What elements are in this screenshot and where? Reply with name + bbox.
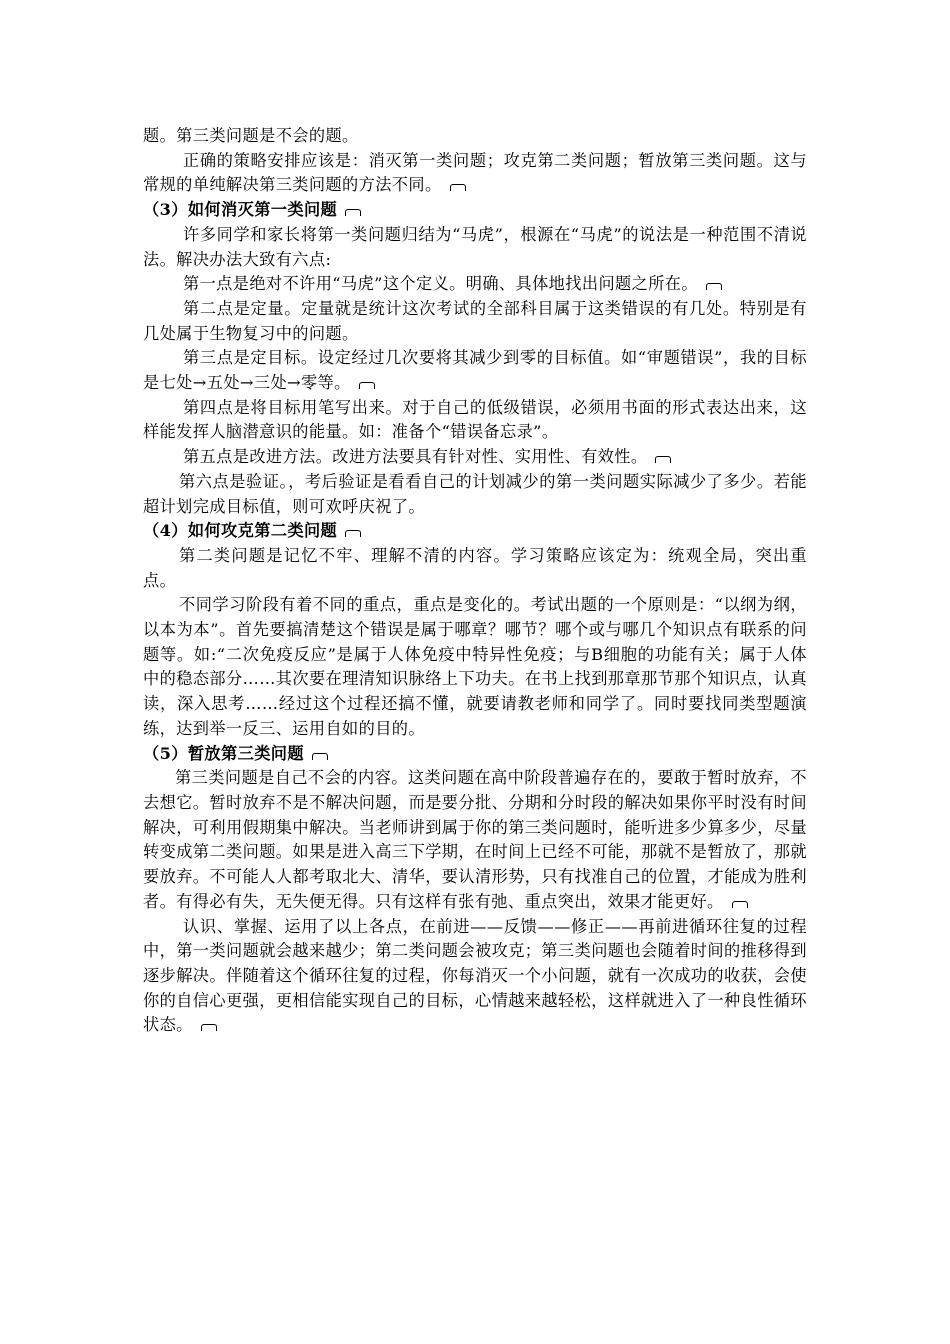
paragraph-text: 不同学习阶段有着不同的重点，重点是变化的。考试出题的一个原则是：“以纲为纲，以本为本”。首先要搞清楚这个错误是属于哪章？哪节？哪个或与哪几个知识点有联系的问题等。如:“二次免疫反应”是属于人体免疫中特异性免疫；与B细胞的功能有关；属于人体中的稳态部分……其次要在理清知识脉络上下功夫。在书上找到那章那节那个知识点，认真读，深入思考……经过这个过程还搞不懂，就要请教老师和同学了。同时要找同类型题演练，达到举一反三、运用自如的目的。 bbox=[143, 595, 807, 738]
paragraph bbox=[143, 272, 807, 297]
paragraph-mark-icon bbox=[312, 753, 328, 760]
paragraph bbox=[143, 223, 807, 272]
section-heading bbox=[143, 742, 807, 767]
heading-text: （4）如何攻克第二类问题 bbox=[143, 521, 338, 541]
paragraph bbox=[143, 766, 807, 914]
paragraph bbox=[143, 149, 807, 198]
paragraph-mark-icon bbox=[450, 184, 466, 191]
paragraph-text: 第二类问题是记忆不牢、理解不清的内容。学习策略应该定为：统观全局，突出重点。 bbox=[143, 545, 807, 590]
paragraph bbox=[143, 593, 807, 741]
heading-text: （5）暂放第三类问题 bbox=[143, 743, 304, 763]
paragraph-mark-icon bbox=[345, 209, 361, 216]
paragraph-text: 认识、掌握、运用了以上各点，在前进——反馈——修正——再前进循环往复的过程中，第一类问题就会越来越少；第二类问题会被攻克；第三类问题也会随着时间的推移得到逐步解决。伴随着这个循环往复的过程，你每消灭一个小问题，就有一次成功的收获，会使你的自信心更强，更相信能实现自己的目标，心情越来越轻松，这样就进入了一种良性循环状态。 bbox=[143, 916, 807, 1035]
paragraph-text: 第五点是改进方法。改进方法要具有针对性、实用性、有效性。 bbox=[183, 447, 648, 467]
paragraph bbox=[143, 297, 807, 346]
paragraph-text: 正确的策略安排应该是：消灭第一类问题；攻克第二类问题；暂放第三类问题。这与常规的单纯解决第三类问题的方法不同。 bbox=[143, 150, 807, 195]
paragraph-mark-icon bbox=[655, 456, 671, 463]
paragraph-text: 第二点是定量。定量就是统计这次考试的全部科目属于这类错误的有几处。特别是有几处属于生物复习中的问题。 bbox=[143, 298, 807, 343]
paragraph-mark-icon bbox=[706, 283, 722, 290]
paragraph-text: 第四点是将目标用笔写出来。对于自己的低级错误，必须用书面的形式表达出来，这样能发挥人脑潜意识的能量。如：准备个“错误备忘录”。 bbox=[143, 397, 807, 442]
paragraph-mark-icon bbox=[201, 1024, 217, 1031]
paragraph bbox=[143, 346, 807, 395]
paragraph-mark-icon bbox=[359, 382, 375, 389]
section-heading bbox=[143, 519, 807, 544]
paragraph-text: 第三类问题是自己不会的内容。这类问题在高中阶段普遍存在的，要敢于暂时放弃，不去想它。暂时放弃不是不解决问题，而是要分批、分期和分时段的解决如果你平时没有时间解决，可利用假期集中解决。当老师讲到属于你的第三类问题时，能听进多少算多少，尽量转变成第二类问题。如果是进入高三下学期，在时间上已经不可能，那就不是暂放了，那就要放弃。不可能人人都考取北大、清华，要认清形势，只有找准自己的位置，才能成为胜利者。有得必有失，无失便无得。只有这样有张有弛、重点突出，效果才能更好。 bbox=[143, 768, 807, 911]
paragraph bbox=[143, 396, 807, 445]
paragraph bbox=[143, 445, 807, 470]
paragraph-text: 许多同学和家长将第一类问题归结为“马虎”，根源在“马虎”的说法是一种范围不清说法。解决办法大致有六点: bbox=[143, 224, 807, 269]
paragraph-mark-icon bbox=[345, 530, 361, 537]
paragraph bbox=[143, 544, 807, 593]
paragraph-text: 第三点是定目标。设定经过几次要将其减少到零的目标值。如“审题错误”，我的目标是七处→五处→三处→零等。 bbox=[143, 348, 807, 393]
document-page bbox=[143, 124, 807, 1038]
section-heading bbox=[143, 198, 807, 223]
paragraph-mark-icon bbox=[732, 901, 748, 908]
paragraph bbox=[143, 915, 807, 1039]
heading-text: （3）如何消灭第一类问题 bbox=[143, 200, 338, 220]
paragraph bbox=[143, 124, 807, 149]
paragraph-text: 第六点是验证。，考后验证是看看自己的计划减少的第一类问题实际减少了多少。若能超计划完成目标值，则可欢呼庆祝了。 bbox=[143, 471, 807, 516]
paragraph bbox=[143, 470, 807, 519]
paragraph-text: 第一点是绝对不许用“马虎”这个定义。明确、具体地找出问题之所在。 bbox=[183, 274, 698, 294]
paragraph-text: 题。第三类问题是不会的题。 bbox=[143, 126, 359, 145]
